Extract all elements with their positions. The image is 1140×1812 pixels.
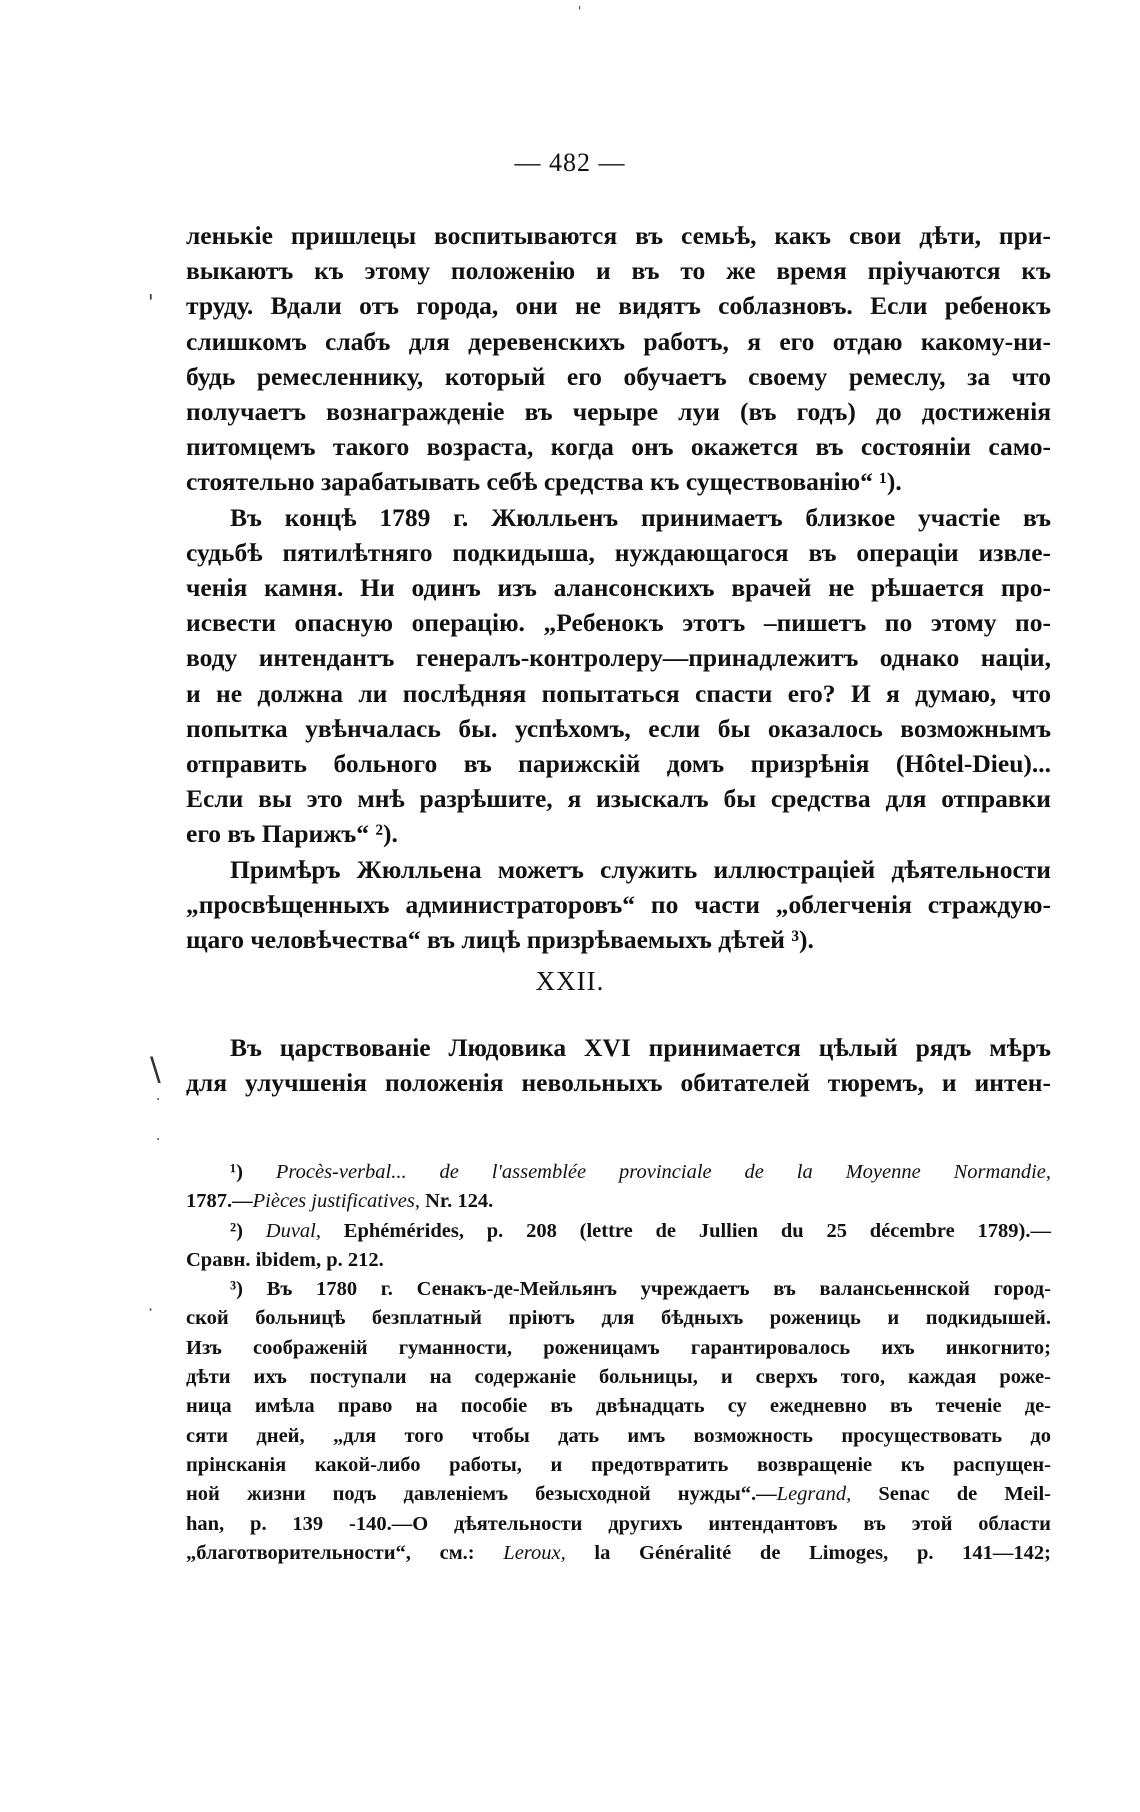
footnotes bbox=[186, 1158, 1051, 1568]
text-line: сяти дней, „для того чтобы дать имъ возможность просуществовать до bbox=[186, 1424, 1051, 1447]
text-line: прінсканія какой-либо работы, и предотвратить возвращеніе къ распущен- bbox=[186, 1453, 1051, 1476]
text-line: дѣти ихъ поступали на содержаніе больницы, и сверхъ того, каждая роже- bbox=[186, 1366, 1051, 1389]
text-line: будь ремесленнику, который его обучаетъ своему ремеслу, за что bbox=[186, 361, 1051, 391]
text-line: получаетъ вознагражденіе въ черыре луи (въ годъ) до достиженія bbox=[186, 397, 1051, 427]
footnote-marker: ²) bbox=[230, 1219, 243, 1242]
text-line: ница имѣла право на пособіе въ двѣнадцать су ежедневно въ теченіе де- bbox=[186, 1395, 1051, 1418]
text-line: его въ Парижъ“ ²). bbox=[186, 819, 398, 849]
text-line: ленькіе пришлецы воспитываются въ семьѣ, какъ свои дѣти, при- bbox=[186, 221, 1051, 250]
text-segment: 1787.— bbox=[186, 1190, 253, 1213]
paragraph-1 bbox=[186, 218, 1051, 500]
text-line: выкаютъ къ этому положенію и въ то же время пріучаются къ bbox=[186, 256, 1051, 286]
text-segment: Senac de Meil- bbox=[851, 1483, 1051, 1506]
scan-mark: · bbox=[148, 1300, 154, 1319]
citation-title: Pièces justificatives, bbox=[252, 1190, 420, 1213]
paragraph-2 bbox=[186, 500, 1051, 852]
text-line: Изъ соображеній гуманности, роженицамъ гарантировалось ихъ инкогнито; bbox=[186, 1336, 1051, 1359]
text-line: Въ концѣ 1789 г. Жюлльенъ принимаетъ близкое участіе въ bbox=[230, 502, 1051, 532]
text-line: и не должна ли послѣдняя попытаться спасти его? И я думаю, что bbox=[186, 678, 1051, 708]
citation-author: Duval, bbox=[265, 1219, 322, 1242]
paragraph-3 bbox=[186, 852, 1051, 958]
text-segment: Nr. 124. bbox=[420, 1190, 494, 1213]
scan-mark: · bbox=[156, 1092, 161, 1108]
scan-mark: ' bbox=[148, 290, 154, 314]
text-line: исвести опасную операцію. „Ребенокъ этотъ –пишетъ по этому по- bbox=[186, 608, 1051, 638]
text-line: судьбѣ пятилѣтняго подкидыша, нуждающагося въ операціи извле- bbox=[186, 537, 1051, 567]
text-line: слишкомъ слабъ для деревенскихъ работъ, я его отдаю какому-ни- bbox=[186, 326, 1051, 356]
text-line bbox=[186, 1275, 1051, 1304]
text-segment: Въ 1780 г. Сенакъ-де-Мейльянъ учреждаетъ въ валансьеннской город- bbox=[242, 1278, 1051, 1301]
text-line: для улучшенія положенія невольныхъ обитателей тюремъ, и интен- bbox=[186, 1068, 1051, 1098]
citation-author: Legrand, bbox=[776, 1483, 852, 1506]
text-line: ской больницѣ безплатный пріютъ для бѣдныхъ рожениць и подкидышей. bbox=[186, 1307, 1051, 1330]
text-line: Въ царствованіе Людовика XVI принимается цѣлый рядъ мѣръ bbox=[230, 1033, 1051, 1062]
text-line: отправить больного въ парижскій домъ призрѣнія (Hôtel-Dieu)... bbox=[186, 749, 1051, 779]
citation-author: Leroux, bbox=[474, 1541, 566, 1564]
text-line: труду. Вдали отъ города, они не видятъ соблазновъ. Если ребенокъ bbox=[186, 291, 1051, 321]
main-text bbox=[186, 218, 1051, 957]
page-number: — 482 — bbox=[514, 148, 626, 177]
text-segment: la Généralité de Limoges, p. 141—142; bbox=[565, 1541, 1051, 1564]
text-line: щаго человѣчества“ въ лицѣ призрѣваемыхъ дѣтей ³). bbox=[186, 925, 814, 955]
scan-mark: · bbox=[156, 1132, 161, 1148]
footnote-marker: ¹) bbox=[230, 1161, 243, 1183]
text-line: Примѣръ Жюлльена можетъ служить иллюстраціей дѣятельности bbox=[230, 854, 1051, 884]
text-line: питомцемъ такого возраста, когда онъ окажется въ состояніи само- bbox=[186, 432, 1051, 462]
text-line: стоятельно зарабатывать себѣ средства къ существованію“ ¹). bbox=[186, 467, 902, 497]
text-line bbox=[186, 1217, 1051, 1246]
text-segment: ной жизни подъ давленіемъ безысходной нужды“.— bbox=[186, 1483, 777, 1506]
text-segment: „благотворительности“, см.: bbox=[186, 1541, 475, 1564]
scan-mark: \ bbox=[150, 1050, 161, 1088]
footnote-2 bbox=[186, 1217, 1051, 1276]
section-paragraph bbox=[186, 1030, 1051, 1100]
text-line: „просвѣщенныхъ администраторовъ“ по части „облегченія страждую- bbox=[186, 889, 1051, 919]
text-line: Если вы это мнѣ разрѣшите, я изыскалъ бы средства для отправки bbox=[186, 784, 1051, 814]
footnote-3 bbox=[186, 1275, 1051, 1568]
section-heading: XXII. bbox=[535, 966, 605, 996]
text-line bbox=[186, 1187, 1051, 1216]
text-line bbox=[186, 1158, 1051, 1187]
text-line bbox=[186, 1480, 1051, 1509]
text-line: попытка увѣнчалась бы. успѣхомъ, если бы оказалось возможнымъ bbox=[186, 713, 1051, 743]
text-line: воду интендантъ генералъ-контролеру––принадлежитъ однако націи, bbox=[186, 643, 1051, 673]
scan-mark: ' bbox=[578, 4, 582, 18]
text-line bbox=[186, 1539, 1051, 1568]
citation-title: Procès-verbal... de l'assemblée provinciale de la Moyenne Normandie, bbox=[275, 1161, 1052, 1183]
footnote-marker: ³) bbox=[230, 1278, 243, 1301]
text-segment: Ephémérides, p. 208 (lettre de Jullien du 25 décembre 1789).— bbox=[321, 1219, 1051, 1242]
text-line: ченія камня. Ни одинъ изъ алансонскихъ врачей не рѣшается про- bbox=[186, 573, 1051, 603]
text-line: Сравн. ibidem, p. 212. bbox=[186, 1248, 384, 1271]
footnote-1 bbox=[186, 1158, 1051, 1217]
text-line: han, p. 139 -140.—О дѣятельности другихъ интендантовъ въ этой области bbox=[186, 1512, 1051, 1535]
